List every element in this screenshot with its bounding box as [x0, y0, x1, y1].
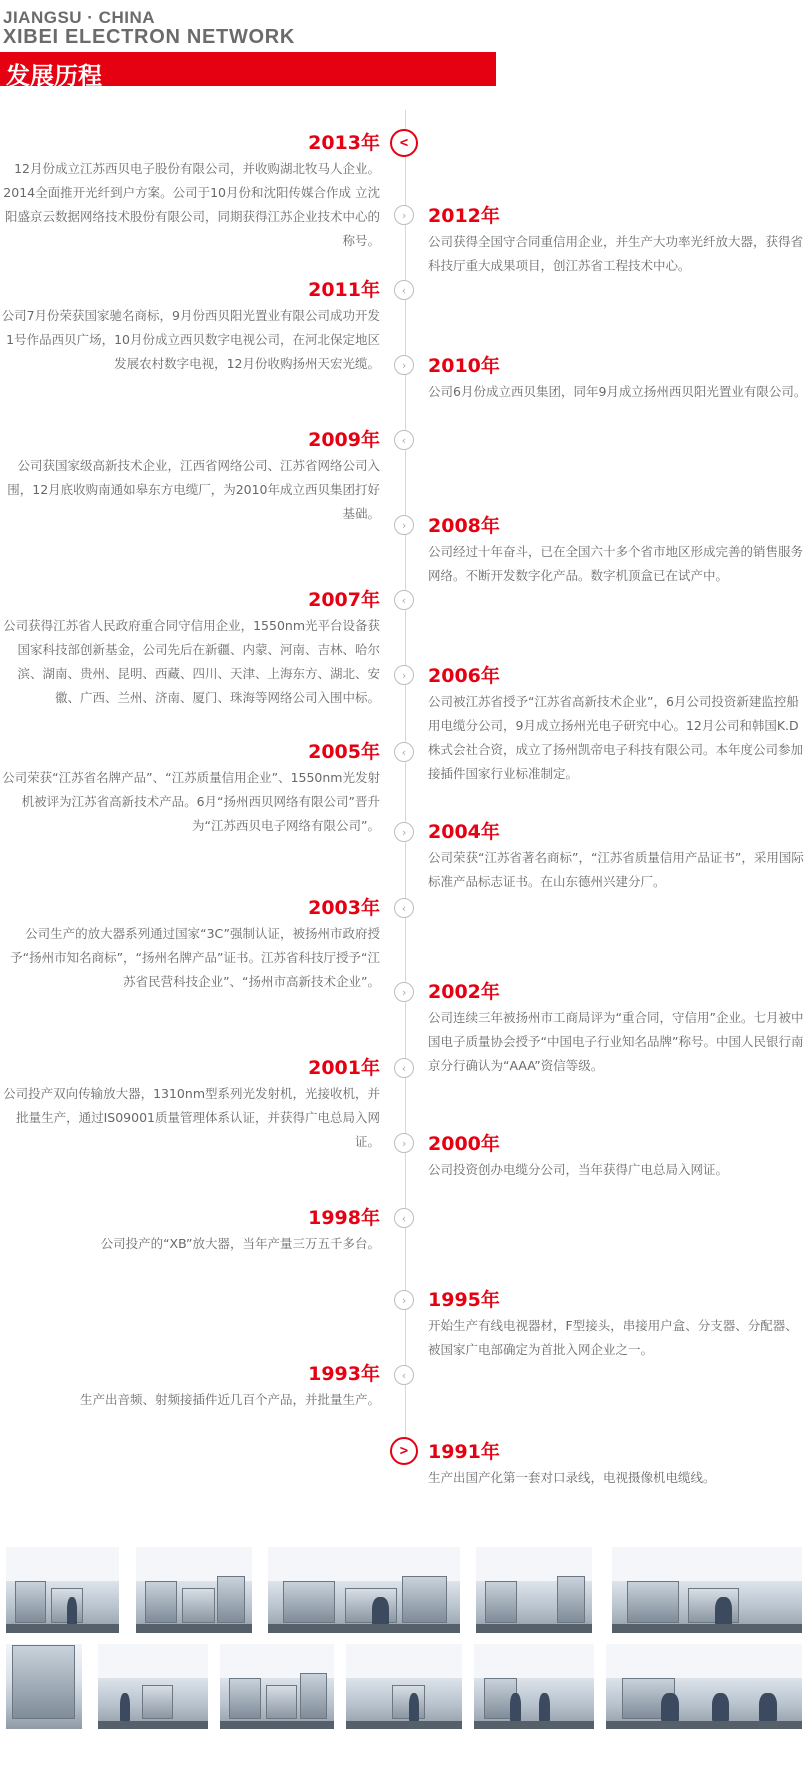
timeline-node-2008[interactable]: › — [394, 515, 414, 535]
entry-year: 2008年 — [428, 515, 500, 537]
page-title-bar — [0, 52, 496, 90]
timeline-entry-2003 — [0, 896, 380, 994]
timeline-node-2007[interactable]: ‹ — [394, 590, 414, 610]
entry-description: 生产出国产化第一套对口录线，电视摄像机电缆线。 — [428, 1470, 716, 1485]
entry-description: 公司荣获“江苏省著名商标”，“江苏省质量信用产品证书”，采用国际标准产品标志证书。在山东德州兴建分厂。 — [428, 850, 804, 889]
timeline-entry-1993 — [0, 1362, 380, 1412]
gallery-photo[interactable] — [476, 1547, 592, 1633]
gallery-photo[interactable] — [474, 1644, 594, 1729]
timeline-node-2012[interactable]: › — [394, 205, 414, 225]
entry-description: 公司生产的放大器系列通过国家“3C”强制认证，被扬州市政府授予“扬州市知名商标”，“扬州名牌产品”证书。江苏省科技厅授予“江苏省民营科技企业”、“扬州市高新技术企业”。 — [10, 926, 380, 989]
entry-year: 2003年 — [308, 897, 380, 919]
timeline-entry-2005 — [0, 740, 380, 838]
timeline-entry-1998 — [0, 1206, 380, 1256]
gallery-photo[interactable] — [346, 1644, 462, 1729]
entry-year: 2009年 — [308, 429, 380, 451]
brand-tagline: JIANGSU · CHINA — [3, 8, 156, 27]
entry-year: 2000年 — [428, 1133, 500, 1155]
entry-description: 公司获国家级高新技术企业，江西省网络公司、江苏省网络公司入围，12月底收购南通如皋东方电缆厂，为2010年成立西贝集团打好基础。 — [7, 458, 380, 521]
timeline-entry-2009 — [0, 428, 380, 526]
timeline-entry-2012 — [428, 204, 808, 278]
timeline-entry-2000 — [428, 1132, 808, 1182]
entry-description: 公司连续三年被扬州市工商局评为“重合同，守信用”企业。七月被中国电子质量协会授予“中国电子行业知名品牌”称号。中国人民银行南京分行确认为“AAA”资信等级。 — [428, 1010, 804, 1073]
entry-year: 1995年 — [428, 1289, 500, 1311]
entry-year: 2012年 — [428, 205, 500, 227]
entry-description: 公司经过十年奋斗，已在全国六十多个省市地区形成完善的销售服务网络。不断开发数字化产品。数字机顶盒已在试产中。 — [428, 544, 804, 583]
timeline-entry-1995 — [428, 1288, 808, 1362]
timeline-entry-2004 — [428, 820, 808, 894]
timeline-next-button[interactable]: > — [390, 1437, 418, 1465]
entry-description: 12月份成立江苏西贝电子股份有限公司，并收购湖北牧马人企业。2014全面推开光纤到户方案。公司于10月份和沈阳传媒合作成 立沈阳盛京云数据网络技术股份有限公司，同期获得江苏企业技术中心的称号。 — [3, 161, 380, 248]
brand-name: XIBEI ELECTRON NETWORK — [3, 26, 296, 48]
entry-year: 2007年 — [308, 589, 380, 611]
gallery-photo[interactable] — [98, 1644, 208, 1729]
entry-description: 公司7月份荣获国家驰名商标，9月份西贝阳光置业有限公司成功开发1号作品西贝广场，10月份成立西贝数字电视公司，在河北保定地区发展农村数字电视，12月份收购扬州天宏光缆。 — [1, 308, 380, 371]
entry-year: 2013年 — [308, 132, 380, 154]
entry-year: 1998年 — [308, 1207, 380, 1229]
timeline-node-2000[interactable]: › — [394, 1133, 414, 1153]
gallery-photo[interactable] — [6, 1547, 119, 1633]
timeline-entry-2007 — [0, 588, 380, 710]
timeline-node-2009[interactable]: ‹ — [394, 430, 414, 450]
timeline-node-2006[interactable]: › — [394, 665, 414, 685]
timeline-entry-2002 — [428, 980, 808, 1078]
entry-description: 公司获得江苏省人民政府重合同守信用企业，1550nm光平台设备获国家科技部创新基金，公司先后在新疆、内蒙、河南、吉林、哈尔滨、湖南、贵州、昆明、西藏、四川、天津、上海东方、湖北、安徽、广西、兰州、济南、厦门、珠海等网络公司入围中标。 — [3, 618, 380, 705]
entry-year: 2001年 — [308, 1057, 380, 1079]
gallery-photo[interactable] — [606, 1644, 802, 1729]
timeline-axis — [405, 110, 406, 1460]
timeline-node-1993[interactable]: ‹ — [394, 1365, 414, 1385]
timeline-entry-2010 — [428, 354, 808, 404]
timeline-node-1998[interactable]: ‹ — [394, 1208, 414, 1228]
timeline-entry-2001 — [0, 1056, 380, 1154]
gallery-photo[interactable] — [136, 1547, 252, 1633]
entry-description: 公司投资创办电缆分公司，当年获得广电总局入网证。 — [428, 1162, 729, 1177]
gallery-photo[interactable] — [268, 1547, 460, 1633]
timeline-node-2003[interactable]: ‹ — [394, 898, 414, 918]
entry-year: 2002年 — [428, 981, 500, 1003]
timeline-node-2001[interactable]: ‹ — [394, 1058, 414, 1078]
timeline-node-2011[interactable]: ‹ — [394, 280, 414, 300]
entry-year: 2006年 — [428, 665, 500, 687]
entry-description: 公司荣获“江苏省名牌产品”、“江苏质量信用企业”、1550nm光发射机被评为江苏省高新技术产品。6月“扬州西贝网络有限公司”晋升为“江苏西贝电子网络有限公司”。 — [2, 770, 380, 833]
entry-year: 2004年 — [428, 821, 500, 843]
entry-year: 2005年 — [308, 741, 380, 763]
entry-description: 公司被江苏省授予“江苏省高新技术企业”，6月公司投资新建监控船用电缆分公司，9月成立扬州光电子研究中心。12月公司和韩国K.D株式会社合资，成立了扬州凯帝电子科技有限公司。本年度公司参加接插件国家行业标准制定。 — [428, 694, 804, 781]
entry-year: 1991年 — [428, 1441, 500, 1463]
entry-description: 公司获得全国守合同重信用企业，并生产大功率光纤放大器，获得省科技厅重大成果项目，创江苏省工程技术中心。 — [428, 234, 804, 273]
timeline-entry-2006 — [428, 664, 808, 786]
timeline-node-2002[interactable]: › — [394, 982, 414, 1002]
entry-year: 2010年 — [428, 355, 500, 377]
entry-description: 开始生产有线电视器材，F型接头，串接用户盒、分支器、分配器、被国家广电部确定为首批入网企业之一。 — [428, 1318, 798, 1357]
timeline-entry-2011 — [0, 278, 380, 376]
gallery-photo[interactable] — [220, 1644, 334, 1729]
timeline-node-2004[interactable]: › — [394, 822, 414, 842]
page-title: 发展历程 — [6, 62, 102, 90]
timeline-entry-1991 — [428, 1440, 808, 1490]
timeline-entry-2013 — [0, 131, 380, 253]
entry-description: 公司投产双向传输放大器，1310nm型系列光发射机，光接收机，并批量生产，通过IS09001质量管理体系认证，并获得广电总局入网证。 — [3, 1086, 380, 1149]
entry-description: 生产出音频、射频接插件近几百个产品，并批量生产。 — [79, 1392, 380, 1407]
timeline-prev-button[interactable]: < — [390, 129, 418, 157]
timeline-node-2005[interactable]: ‹ — [394, 742, 414, 762]
gallery-photo[interactable] — [6, 1644, 82, 1729]
timeline-entry-2008 — [428, 514, 808, 588]
timeline-node-2010[interactable]: › — [394, 355, 414, 375]
entry-year: 2011年 — [308, 279, 380, 301]
timeline-node-1995[interactable]: › — [394, 1290, 414, 1310]
entry-year: 1993年 — [308, 1363, 380, 1385]
entry-description: 公司6月份成立西贝集团，同年9月成立扬州西贝阳光置业有限公司。 — [428, 384, 807, 399]
entry-description: 公司投产的“XB”放大器，当年产量三万五千多台。 — [100, 1236, 380, 1251]
gallery-photo[interactable] — [612, 1547, 802, 1633]
